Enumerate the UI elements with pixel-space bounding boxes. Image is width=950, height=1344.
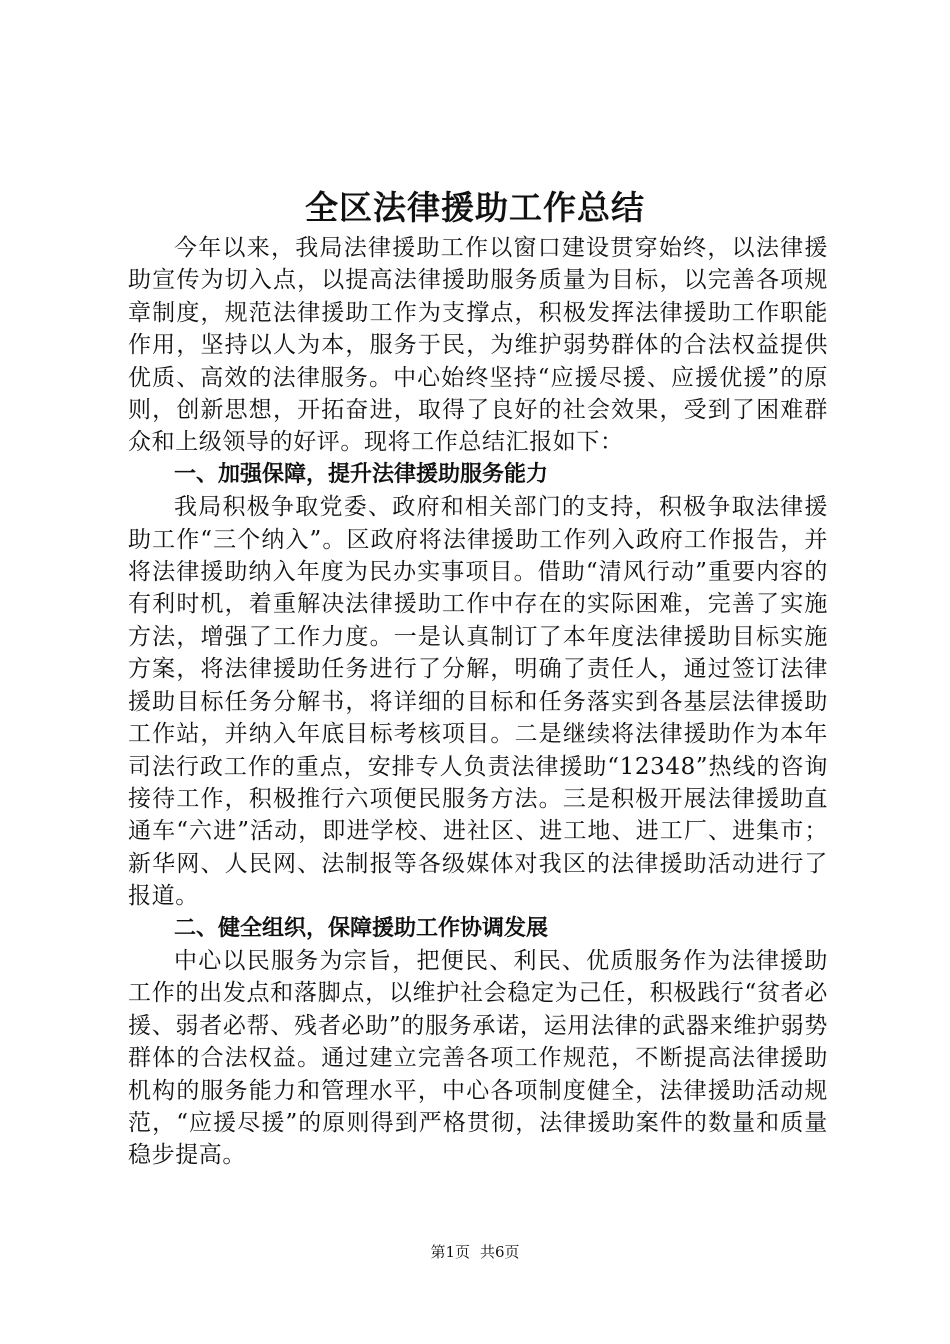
document-title: 全区法律援助工作总结	[305, 188, 645, 227]
document-body	[128, 232, 828, 1172]
page-number: 第1页	[430, 1243, 470, 1261]
section-2-paragraph: 中心以民服务为宗旨，把便民、利民、优质服务作为法律援助工作的出发点和落脚点，以维护社会稳定为己任，积极践行“贫者必援、弱者必帮、残者必助”的服务承诺，运用法律的武器来维护弱势群体的合法权益。通过建立完善各项工作规范，不断提高法律援助机构的服务能力和管理水平，中心各项制度健全，法律援助活动规范，“应援尽援”的原则得到严格贯彻，法律援助案件的数量和质量稳步提高。	[128, 947, 828, 1169]
page-total: 共6页	[480, 1243, 520, 1261]
intro-paragraph: 今年以来，我局法律援助工作以窗口建设贯穿始终，以法律援助宣传为切入点，以提高法律援助服务质量为目标，以完善各项规章制度，规范法律援助工作为支撑点，积极发挥法律援助工作职能作用，坚持以人为本，服务于民，为维护弱势群体的合法权益提供优质、高效的法律服务。中心始终坚持“应援尽援、应援优援”的原则，创新思想，开拓奋进，取得了良好的社会效果，受到了困难群众和上级领导的好评。现将工作总结汇报如下：	[128, 235, 828, 456]
section-heading-2: 二、健全组织，保障援助工作协调发展	[174, 915, 549, 941]
section-heading-1: 一、加强保障，提升法律援助服务能力	[174, 461, 549, 487]
page-footer	[0, 1241, 950, 1263]
section-1-paragraph: 我局积极争取党委、政府和相关部门的支持，积极争取法律援助工作“三个纳入”。区政府将法律援助工作列入政府工作报告，并将法律援助纳入年度为民办实事项目。借助“清风行动”重要内容的有利时机，着重解决法律援助工作中存在的实际困难，完善了实施方法，增强了工作力度。一是认真制订了本年度法律援助目标实施方案，将法律援助任务进行了分解，明确了责任人，通过签订法律援助目标任务分解书，将详细的目标和任务落实到各基层法律援助工作站，并纳入年底目标考核项目。二是继续将法律援助作为本年司法行政工作的重点，安排专人负责法律援助“12348”热线的咨询接待工作，积极推行六项便民服务方法。三是积极开展法律援助直通车“六进”活动，即进学校、进社区、进工地、进工厂、进集市；新华网、人民网、法制报等各级媒体对我区的法律援助活动进行了报道。	[128, 494, 828, 910]
